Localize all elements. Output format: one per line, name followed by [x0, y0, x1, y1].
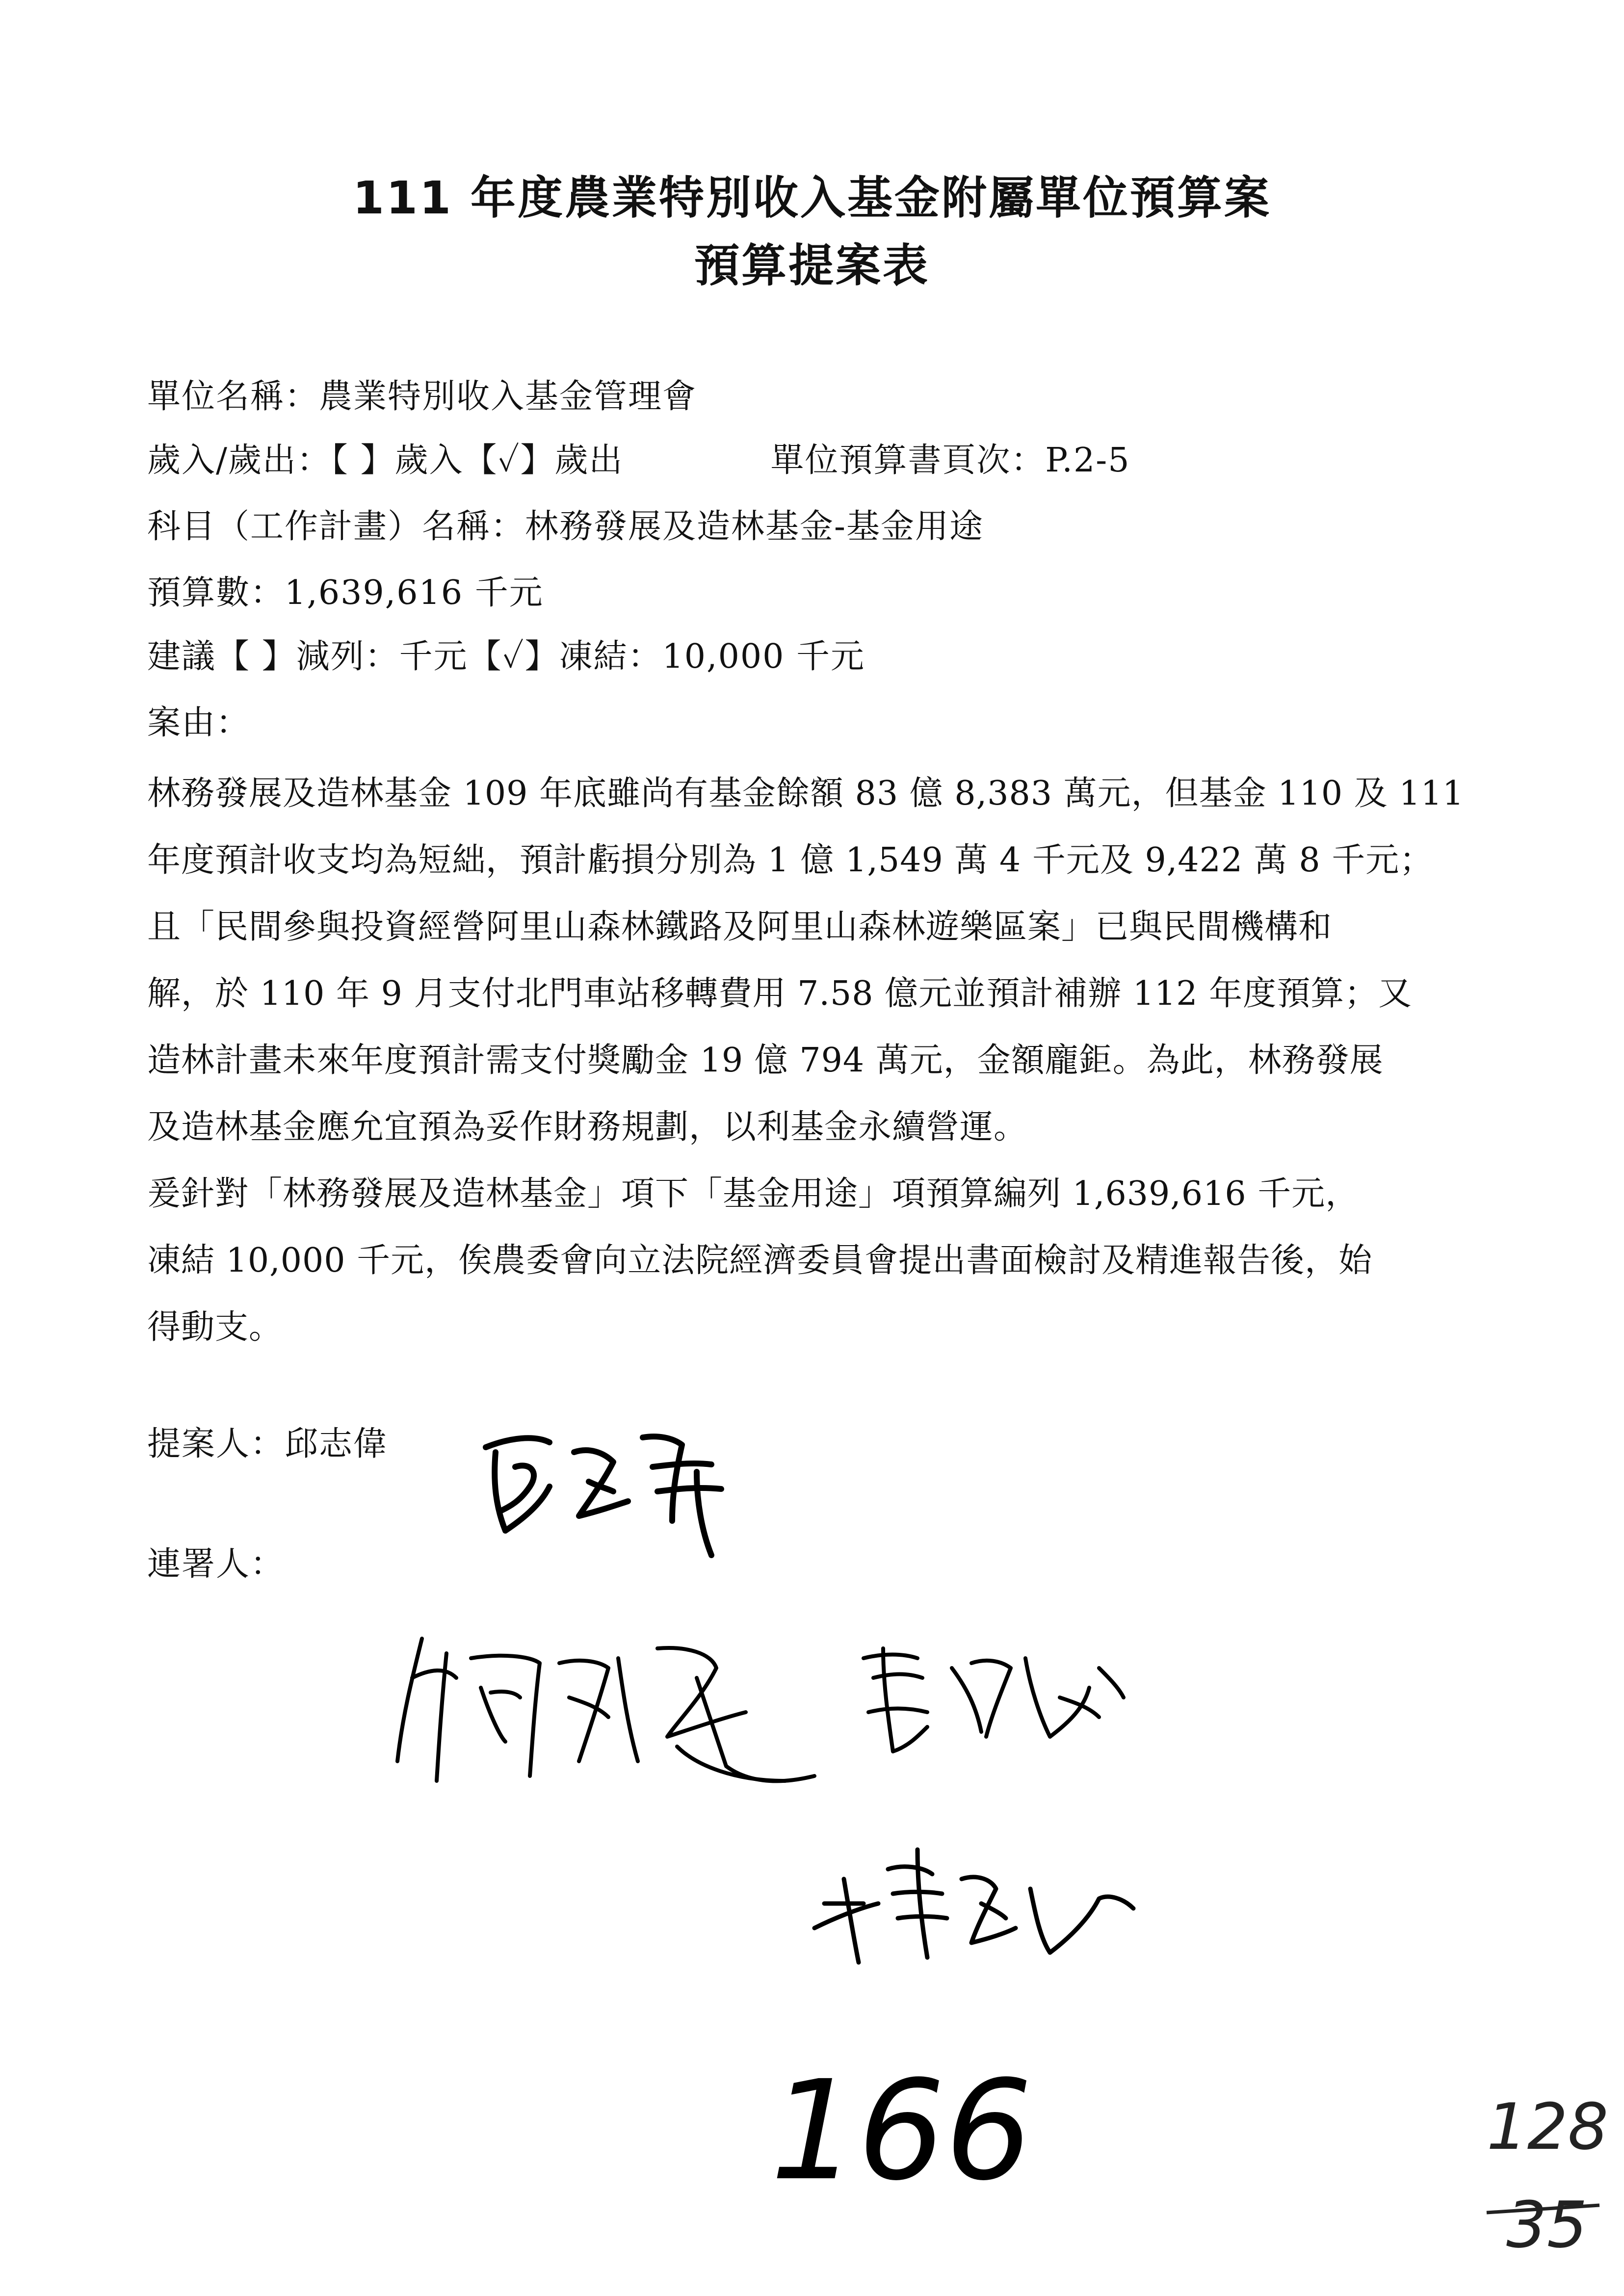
- subject-field: 科目（工作計畫）名稱：林務發展及造林基金-基金用途: [147, 507, 984, 546]
- revenue-expense-row: [147, 441, 1130, 480]
- suggestion-field: 建議【 】減列：千元【✓】凍結：10,000 千元: [147, 637, 865, 676]
- revenue-expense-field: 歲入/歲出：【 】歲入【✓】歲出: [147, 441, 624, 480]
- cosigner-signature-3: [805, 1830, 1138, 1967]
- cosigners-label: 連署人：: [147, 1545, 285, 1584]
- document-subtitle: 預算提案表: [694, 239, 930, 292]
- resolution-line: 凍結 10,000 千元，俟農委會向立法院經濟委員會提出書面檢討及精進報告後，始: [147, 1241, 1373, 1280]
- reason-label: 案由：: [147, 704, 251, 742]
- resolution-paragraph: [147, 1161, 1501, 1361]
- proposer-label: 提案人：邱志偉: [147, 1425, 388, 1463]
- reason-line: 年度預計收支均為短絀，預計虧損分別為 1 億 1,549 萬 4 千元及 9,422 萬 8 千元；: [147, 841, 1434, 880]
- resolution-line: 爰針對「林務發展及造林基金」項下「基金用途」項預算編列 1,639,616 千元，: [147, 1174, 1360, 1213]
- reason-line: 造林計畫未來年度預計需支付獎勵金 19 億 794 萬元，金額龐鉅。為此，林務發展: [147, 1041, 1384, 1080]
- document-title: 111 年度農業特別收入基金附屬單位預算案: [352, 172, 1272, 224]
- corner-page-numbers: [1482, 2085, 1609, 2271]
- resolution-line: 得動支。: [147, 1308, 283, 1347]
- proposer-signature: [466, 1408, 751, 1565]
- corner-number-top: 128: [1487, 2089, 1609, 2164]
- reason-line: 及造林基金應允宜預為妥作財務規劃，以利基金永續營運。: [147, 1108, 1028, 1147]
- reason-paragraph: [147, 760, 1501, 1161]
- unit-name-field: 單位名稱：農業特別收入基金管理會: [147, 377, 697, 416]
- page-number-text: 166: [770, 2051, 1033, 2211]
- budget-amount-field: 預算數：1,639,616 千元: [147, 574, 544, 612]
- handwritten-page-number: [765, 2051, 1033, 2211]
- cosigner-signature-2: [854, 1639, 1128, 1786]
- page-ref-field: 單位預算書頁次：P.2-5: [770, 441, 1130, 480]
- reason-line: 且「民間參與投資經營阿里山森林鐵路及阿里山森林遊樂區案」已與民間機構和: [147, 908, 1333, 946]
- reason-line: 解，於 110 年 9 月支付北門車站移轉費用 7.58 億元並預計補辦 112 年度預算；又: [147, 974, 1413, 1013]
- corner-number-bottom: 35: [1506, 2188, 1588, 2262]
- reason-line: 林務發展及造林基金 109 年底雖尚有基金餘額 83 億 8,383 萬元，但基金 110 及 111: [147, 774, 1465, 813]
- cosigner-signature-1: [393, 1619, 854, 1805]
